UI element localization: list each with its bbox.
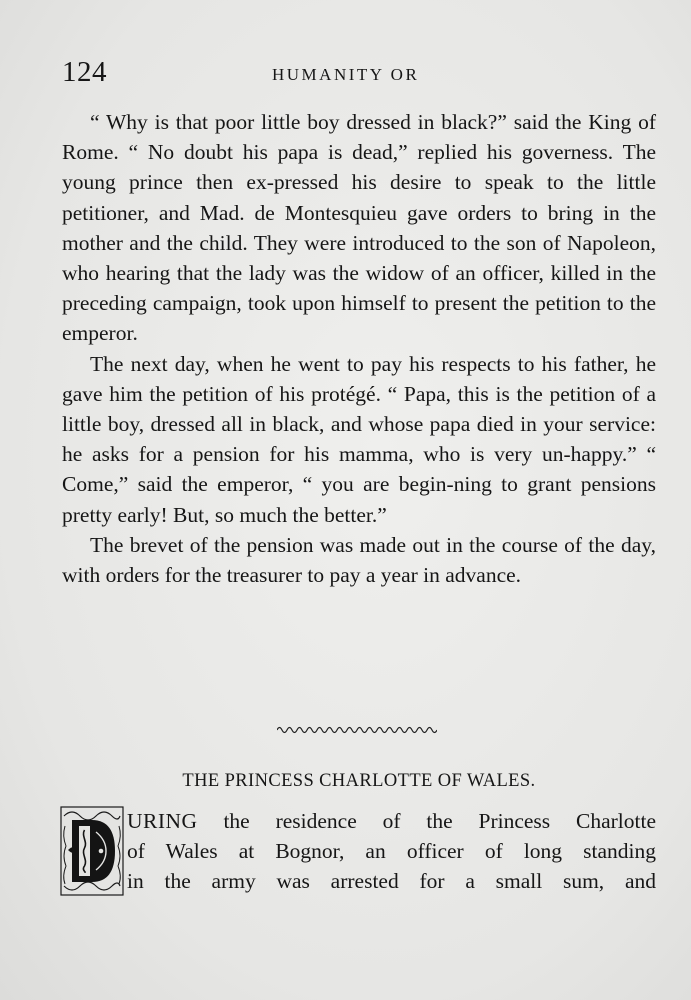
- line-text: the residence of the Princess Charlotte: [223, 809, 657, 833]
- text-line: in the army was arrested for a small sum, and: [127, 869, 656, 894]
- ornamental-drop-cap-d: [60, 806, 124, 896]
- opening-word: URING: [127, 809, 198, 833]
- paragraph: “ Why is that poor little boy dressed in black?” said the King of Rome. “ No doubt his papa is dead,” replied his governess. The young prince then ex-pressed his desire to speak to the little petitioner, and Mad. de Montesquieu gave orders to bring in the mother and the child. They were introduced to the son of Napoleon, who hearing that the lady was the widow of an officer, killed in the preceding campaign, took upon himself to present the petition to the emperor.: [62, 110, 656, 346]
- text-line: [127, 806, 656, 836]
- wavy-divider-ornament: [277, 724, 437, 736]
- running-head: HUMANITY OR: [272, 65, 420, 84]
- page-number: 124: [62, 56, 107, 88]
- section-title: THE PRINCESS CHARLOTTE OF WALES.: [182, 771, 536, 791]
- text-line: of Wales at Bognor, an officer of long standing: [127, 839, 656, 864]
- paragraph: The brevet of the pension was made out in the course of the day, with orders for the treasurer to pay a year in advance.: [62, 532, 656, 588]
- drop-cap-paragraph: [127, 806, 656, 897]
- page-header: [62, 56, 656, 96]
- paragraph: The next day, when he went to pay his respects to his father, he gave him the petition of his protégé. “ Papa, this is the petition of a little boy, dressed all in black, and whose papa died in your service: he asks for a pension for his mamma, who is very un-happy.” “ Come,” said the emperor, “ you are begin-ning to grant pensions pretty early! But, so much the better.”: [62, 351, 656, 527]
- body-text: [62, 107, 656, 590]
